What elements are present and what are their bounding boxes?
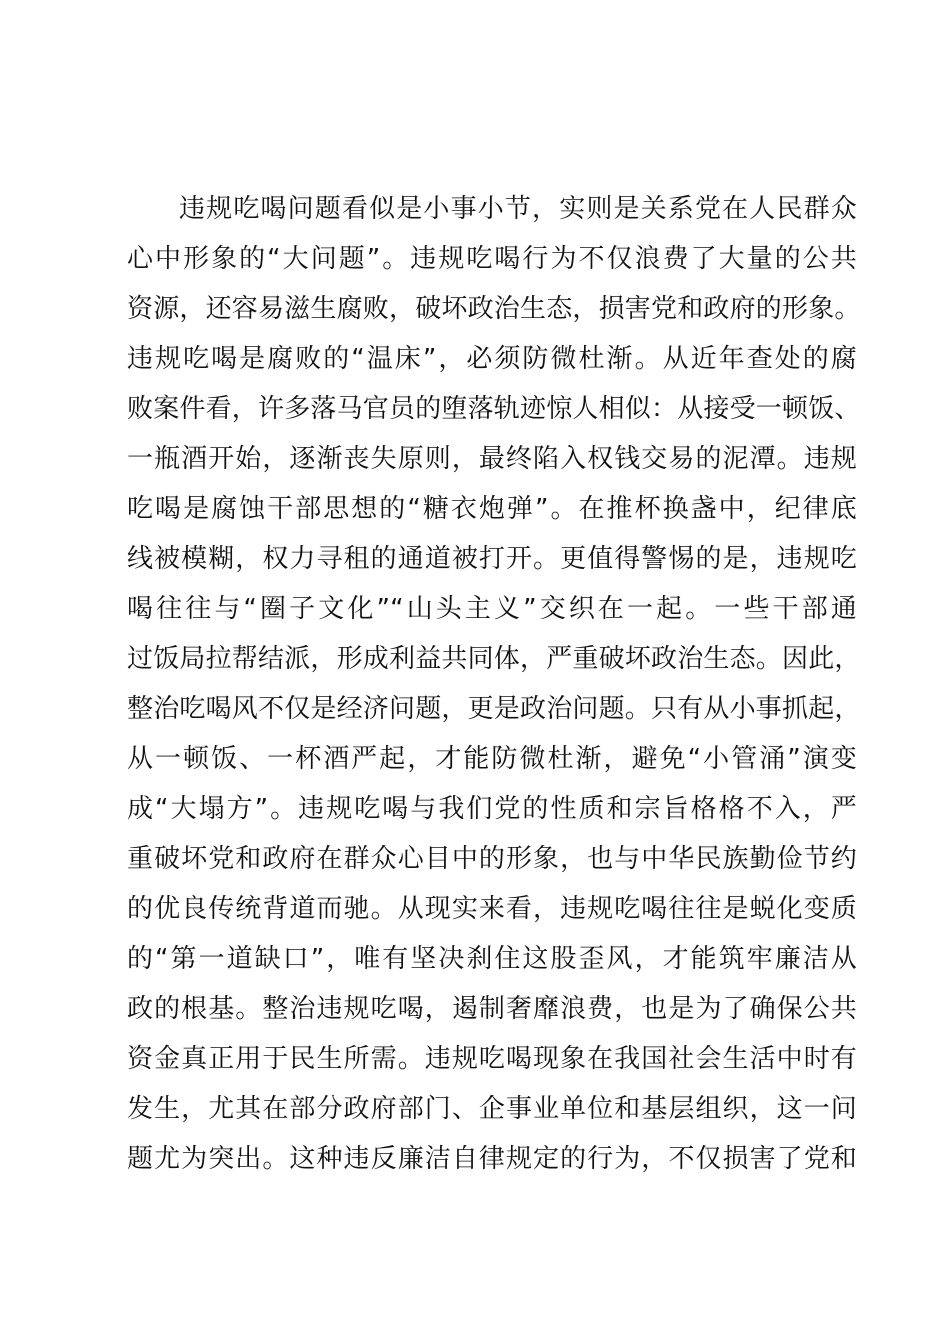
paragraph-line-5: 败案件看，许多落马官员的堕落轨迹惊人相似：从接受一顿饭、 bbox=[127, 394, 861, 424]
paragraph-line-2: 心中形象的“大问题”。违规吃喝行为不仅浪费了大量的公共 bbox=[127, 244, 857, 274]
paragraph-line-15: 的优良传统背道而驰。从现实来看，违规吃喝往往是蜕化变质 bbox=[127, 894, 857, 924]
paragraph-line-7: 吃喝是腐蚀干部思想的“糖衣炮弹”。在推杯换盏中，纪律底 bbox=[127, 494, 857, 524]
paragraph-line-6: 一瓶酒开始，逐渐丧失原则，最终陷入权钱交易的泥潭。违规 bbox=[127, 444, 857, 474]
paragraph-line-13: 成“大塌方”。违规吃喝与我们党的性质和宗旨格格不入，严 bbox=[127, 794, 857, 824]
paragraph-line-16: 的“第一道缺口”，唯有坚决刹住这股歪风，才能筑牢廉洁从 bbox=[127, 944, 857, 974]
paragraph-line-11: 整治吃喝风不仅是经济问题，更是政治问题。只有从小事抓起， bbox=[127, 694, 861, 724]
body-paragraph bbox=[127, 184, 861, 1184]
paragraph-line-18: 资金真正用于民生所需。违规吃喝现象在我国社会生活中时有 bbox=[127, 1044, 857, 1074]
paragraph-line-9: 喝往往与“圈子文化”“山头主义”交织在一起。一些干部通 bbox=[127, 594, 857, 624]
paragraph-line-1: 违规吃喝问题看似是小事小节，实则是关系党在人民群众 bbox=[179, 194, 857, 224]
paragraph-line-17: 政的根基。整治违规吃喝，遏制奢靡浪费，也是为了确保公共 bbox=[127, 994, 857, 1024]
paragraph-line-10: 过饭局拉帮结派，形成利益共同体，严重破坏政治生态。因此， bbox=[127, 644, 861, 674]
paragraph-line-20: 题尤为突出。这种违反廉洁自律规定的行为，不仅损害了党和 bbox=[127, 1144, 857, 1174]
paragraph-line-12: 从一顿饭、一杯酒严起，才能防微杜渐，避免“小管涌”演变 bbox=[127, 744, 857, 774]
paragraph-line-14: 重破坏党和政府在群众心目中的形象，也与中华民族勤俭节约 bbox=[127, 844, 857, 874]
paragraph-line-3: 资源，还容易滋生腐败，破坏政治生态，损害党和政府的形象。 bbox=[127, 294, 861, 324]
paragraph-line-19: 发生，尤其在部分政府部门、企事业单位和基层组织，这一问 bbox=[127, 1094, 857, 1124]
paragraph-line-4: 违规吃喝是腐败的“温床”，必须防微杜渐。从近年查处的腐 bbox=[127, 344, 857, 374]
paragraph-line-8: 线被模糊，权力寻租的通道被打开。更值得警惕的是，违规吃 bbox=[127, 544, 857, 574]
